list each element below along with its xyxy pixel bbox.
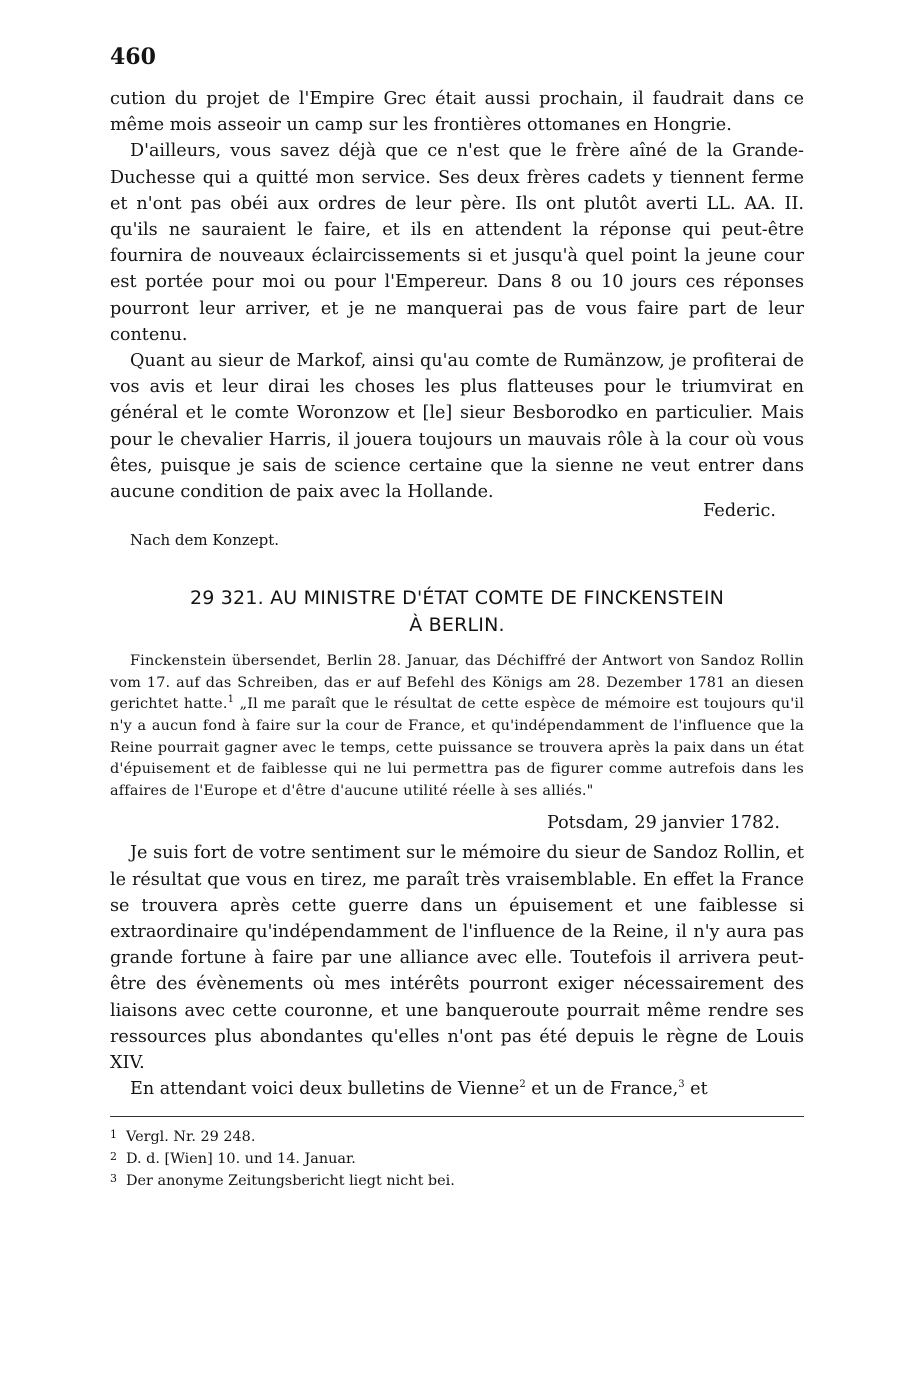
footnote	[110, 1169, 804, 1191]
paragraph: Quant au sieur de Markof, ainsi qu'au comte de Rumänzow, je profiterai de vos avis et leur dirai les choses les plus flatteuses pour le triumvirat en général et le comte Woronzow et [le] sieur Besborodko en particulier. Mais pour le chevalier Harris, il jouera toujours un mauvais rôle à la cour où vous êtes, puisque je sais de science certaine que la sienne ne veut entrer dans aucune condition de paix avec la Hollande.	[110, 351, 804, 503]
heading-line: À BERLIN.	[409, 614, 505, 637]
letter-paragraph	[110, 1076, 804, 1102]
footnote-mark: 3	[110, 1172, 117, 1186]
footnote-ref: 2	[519, 1079, 526, 1091]
footnote-ref: 3	[678, 1079, 685, 1091]
footnote-text: D. d. [Wien] 10. und 14. Januar.	[126, 1151, 356, 1168]
paragraph: D'ailleurs, vous savez déjà que ce n'est que le frère aîné de la Grande-Duchesse qui a quitté mon service. Ses deux frères cadets y tiennent ferme et n'ont pas obéi aux ordres de leur père. Ils ont plutôt averti LL. AA. II. qu'ils ne sauraient le faire, et ils en attendent la réponse qui peut-être fournira de nouveaux éclaircissements si et jusqu'à quel point la jeune cour est portée pour moi ou pour l'Empereur. Dans 8 ou 10 jours ces réponses pourront leur arriver, et je ne manquerai pas de vous faire part de leur contenu.	[110, 141, 804, 345]
footnote	[110, 1147, 804, 1169]
summary-text: Finckenstein übersendet, Berlin 28. Januar, das Déchiffré der Antwort von Sandoz Rollin vom 17. auf das Schreiben, das er auf Befehl des Königs am 28. Dezember 1781 an diesen gerichtet hatte.	[110, 653, 804, 713]
letter-text: En attendant voici deux bulletins de Vienne	[130, 1079, 520, 1100]
heading-line: 29 321. AU MINISTRE D'ÉTAT COMTE DE FINCKENSTEIN	[189, 587, 725, 610]
source-note: Nach dem Konzept.	[130, 531, 280, 550]
footnote-divider	[110, 1116, 804, 1117]
section-heading	[110, 585, 804, 639]
dateline: Potsdam, 29 janvier 1782.	[546, 813, 780, 834]
footnote-ref: 1	[227, 694, 235, 706]
footnote-text: Vergl. Nr. 29 248.	[126, 1129, 256, 1146]
footnote	[110, 1125, 804, 1147]
footnote-text: Der anonyme Zeitungsbericht liegt nicht bei.	[126, 1173, 455, 1190]
letter-text: et	[684, 1079, 708, 1100]
page-number: 460	[110, 44, 156, 70]
footnote-mark: 2	[110, 1150, 117, 1164]
document-page	[110, 44, 804, 1191]
editorial-summary	[110, 651, 804, 802]
letter-paragraph: Je suis fort de votre sentiment sur le mémoire du sieur de Sandoz Rollin, et le résultat que vous en tirez, me paraît très vraisemblable. En effet la France se trouvera après cette guerre dans un épuisement et une faiblesse si extraordinaire qu'indépendamment de l'influence de la Reine, il n'y aura pas grande fortune à faire par une alliance avec elle. Toutefois il arrivera peut-être des évènements où mes intérêts pourront exiger nécessairement des liaisons avec cette couronne, et une banqueroute pourrait même rendre ses ressources plus abondantes qu'elles n'ont pas été depuis le règne de Louis XIV.	[110, 843, 804, 1074]
letter-text: et un de France,	[525, 1079, 679, 1100]
footnote-mark: 1	[110, 1128, 117, 1142]
signature: Federic.	[703, 501, 776, 522]
footnotes	[110, 1125, 804, 1191]
summary-quote: „Il me paraît que le résultat de cette espèce de mémoire est toujours qu'il n'y a aucun fond à faire sur la cour de France, et qu'indépendamment de l'influence que la Reine pourrait gagner avec le temps, cette puissance se trouvera après la paix dans un état d'épuisement et de faiblesse qui ne lui permettra pas de figurer comme autrefois dans les affaires de l'Europe et d'être d'aucune utilité réelle à ses alliés."	[110, 696, 804, 799]
paragraph-continuation: cution du projet de l'Empire Grec était aussi prochain, il faudrait dans ce même mois asseoir un camp sur les frontières ottomanes en Hongrie.	[110, 89, 804, 136]
